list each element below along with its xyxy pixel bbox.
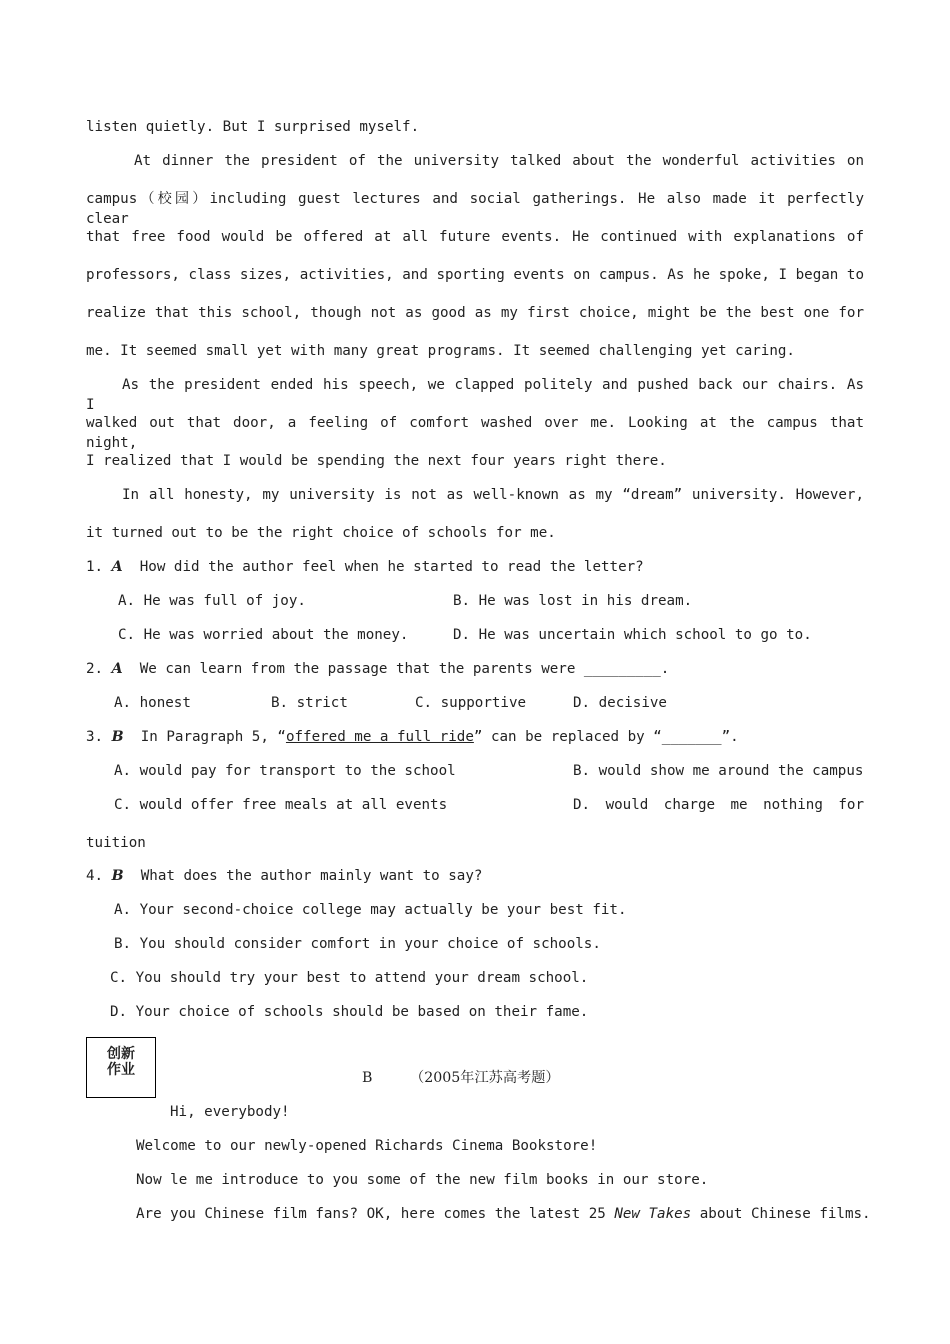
question-1-stem: 1. A How did the author feel when he started to read the letter? bbox=[86, 559, 644, 575]
passage-line: that free food would be offered at all future events. He continued with explanations of bbox=[86, 229, 864, 245]
option: C. You should try your best to attend your dream school. bbox=[110, 970, 589, 986]
answer-mark: A bbox=[111, 559, 123, 575]
passage-line: In all honesty, my university is not as well-known as my “dream” university. However, bbox=[122, 487, 864, 503]
option: B. strict bbox=[271, 695, 348, 711]
question-2-stem: 2. A We can learn from the passage that the parents were _________. bbox=[86, 661, 670, 677]
passage-line: At dinner the president of the university talked about the wonderful activities on bbox=[134, 153, 864, 169]
passage-line: it turned out to be the right choice of schools for me. bbox=[86, 525, 556, 541]
option: A. Your second-choice college may actually be your best fit. bbox=[114, 902, 627, 918]
option: B. He was lost in his dream. bbox=[453, 593, 693, 609]
question-3-stem: 3. B In Paragraph 5, “offered me a full ride” can be replaced by “_______”. bbox=[86, 729, 739, 745]
homework-label-box bbox=[86, 1037, 156, 1098]
answer-mark: B bbox=[111, 868, 124, 884]
passage-line: As the president ended his speech, we clapped politely and pushed back our chairs. As I bbox=[86, 377, 864, 413]
option: D. decisive bbox=[573, 695, 667, 711]
underlined-phrase: offered me a full ride bbox=[285, 729, 474, 745]
option: C. supportive bbox=[415, 695, 527, 711]
answer-mark: A bbox=[111, 661, 123, 677]
passage-line: campus（校园）including guest lectures and social gatherings. He also made it perfectly clear bbox=[86, 191, 864, 227]
option: C. He was worried about the money. bbox=[118, 627, 409, 643]
option: D. would charge me nothing for bbox=[573, 797, 864, 813]
homework-label-line: 创新 bbox=[107, 1046, 135, 1062]
passage-line: me. It seemed small yet with many great programs. It seemed challenging yet caring. bbox=[86, 343, 795, 359]
text-line: Welcome to our newly-opened Richards Cinema Bookstore! bbox=[136, 1138, 598, 1154]
question-4-stem: 4. B What does the author mainly want to say? bbox=[86, 868, 483, 884]
text-line: Are you Chinese film fans? OK, here comes the latest 25 New Takes about Chinese films. bbox=[136, 1206, 871, 1222]
option: A. would pay for transport to the school bbox=[114, 763, 456, 779]
passage-line: realize that this school, though not as good as my first choice, might be the best one for bbox=[86, 305, 864, 321]
homework-label-line: 作业 bbox=[107, 1062, 135, 1078]
passage-line: walked out that door, a feeling of comfort washed over me. Looking at the campus that night, bbox=[86, 415, 864, 451]
option: A. honest bbox=[114, 695, 191, 711]
passage-line: listen quietly. But I surprised myself. bbox=[86, 119, 420, 135]
option: A. He was full of joy. bbox=[118, 593, 306, 609]
option: B. would show me around the campus bbox=[573, 763, 864, 779]
option: D. He was uncertain which school to go to. bbox=[453, 627, 812, 643]
answer-mark: B bbox=[111, 729, 124, 745]
section-source: （2005年江苏高考题） bbox=[410, 1070, 560, 1086]
option: C. would offer free meals at all events bbox=[114, 797, 448, 813]
section-label: B bbox=[362, 1070, 373, 1086]
text-line: Now le me introduce to you some of the new film books in our store. bbox=[136, 1172, 709, 1188]
option: D. Your choice of schools should be based on their fame. bbox=[110, 1004, 589, 1020]
passage-line: professors, class sizes, activities, and sporting events on campus. As he spoke, I began to bbox=[86, 267, 864, 283]
passage-line: I realized that I would be spending the next four years right there. bbox=[86, 453, 667, 469]
option-wrap: tuition bbox=[86, 835, 146, 851]
text-line: Hi, everybody! bbox=[170, 1104, 290, 1120]
option: B. You should consider comfort in your choice of schools. bbox=[114, 936, 601, 952]
